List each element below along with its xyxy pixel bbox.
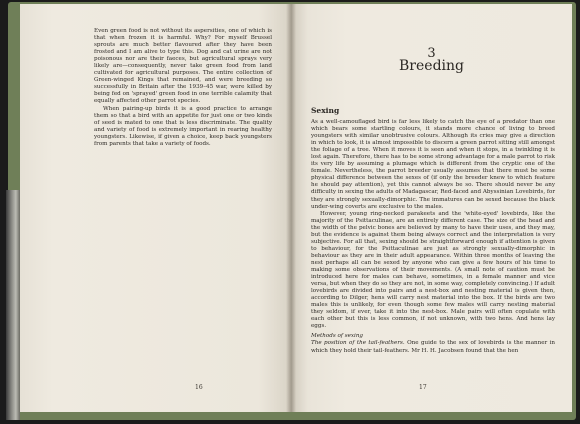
dust-jacket-edge xyxy=(6,190,20,420)
book-gutter xyxy=(286,4,296,412)
paragraph: As a well-camouflaged bird is far less likely to catch the eye of a predator than one which bears some startling colours, it stands more chance of living to breed youngsters with similar unobtrusive colours. Although its cries may give a direction in which to look, it is almost impossible to discern a green parrot sitting still amongst the foliage of a tree. When it moves it is seen and when it stops, in a twinkling it is lost again. Therefore, there has to be some strong advantage for a male parrot to risk its very life by assuming a plumage which is different from the cryptic one of the female. Nevertheless, the parrot breeder usually assumes that there must be some physical difference between the sexes of (if only the breeder knew to which feature he should pay attention), yet this cannot always be so. There should never be any difficulty in sexing the adults of Madagascar, Red-faced and Abyssinian Lovebirds, for they are strongly sexually-dimorphic. The immatures can be sexed because the black under-wing coverts are exclusive to the males. xyxy=(311,119,555,210)
chapter-title: Breeding xyxy=(399,58,464,74)
left-page-text xyxy=(94,28,272,148)
paragraph: Even green food is not without its aspersities, one of which is that when frozen it is harmful. Why? For myself Brussel sprouts are much better flavoured after they have been frosted and I am alive to type this. Dog and cat urine are not poisonous nor are their faeces, but agricultural sprays very likely are—consequently, never take green food from land cultivated for agricultural purposes. The entire collection of Green-winged Kings that remained, and were breeding so successfully in Britain after the 1939–45 war, were killed by being fed on 'sprayed' green food in one terrible calamity that equally affected other parrot species. xyxy=(94,28,272,105)
paragraph: However, young ring-necked parakeets and the 'white-eyed' lovebirds, like the majority of the Psittaculinae, are an entirely different case. The size of the head and the width of the pelvic bones are believed by many to have their uses, and they may, but the evidence is against them being always correct and the interpretation is very subjective. For all that, sexing should be straightforward enough if attention is given to behaviour, for the Psittaculinae are just as strongly sexually-dimorphic in behaviour as they are in their adult appearance. Within three months of leaving the nest perhaps all can be sexed by anyone who can give a few hours of his time to making some observations of their movements. (A small note of caution must be introduced here for males can behave, sometimes, in a female manner and vice versa, but when they do so they are not, in some way, completely convincing.) If adult lovebirds are divided into pairs and a nest-box and nesting material is given then, according to Dilger, hens will carry nest material into the box. If the birds are two males this is unlikely, for even though some few males will carry nesting material they seldom, if ever, take it into the nest-box. Male pairs will often copulate with each other but this is less common, if not unknown, with two hens. And hens lay eggs. xyxy=(311,210,555,330)
page-number: 17 xyxy=(419,384,427,391)
paragraph-text: One guide to the sex of lovebirds is the manner in which they hold their tail-feathers. Mr H. H. Jacobsen found that the hen xyxy=(311,340,556,354)
chapter-number: 3 xyxy=(427,46,436,61)
right-page xyxy=(291,4,572,412)
section-heading: Sexing xyxy=(311,106,340,115)
subheading: Methods of sexing xyxy=(311,333,364,340)
page-number: 16 xyxy=(195,384,203,391)
paragraph: The position of the tail-feathers. One guide to the sex of lovebirds is the manner in which they hold their tail-feathers. Mr H. H. Jacobsen found that the hen xyxy=(311,340,556,354)
runin-heading: The position of the tail-feathers xyxy=(311,340,403,347)
paragraph: When pairing-up birds it is a good practice to arrange them so that a bird with an appetite for just one or two kinds of seed is mated to one that is less discriminate. The quality and variety of food is extremely important in rearing healthy youngsters. Likewise, if given a choice, keep back youngsters from parents that take a variety of foods. xyxy=(94,105,272,147)
left-page xyxy=(20,4,291,412)
right-page-text xyxy=(311,119,555,355)
